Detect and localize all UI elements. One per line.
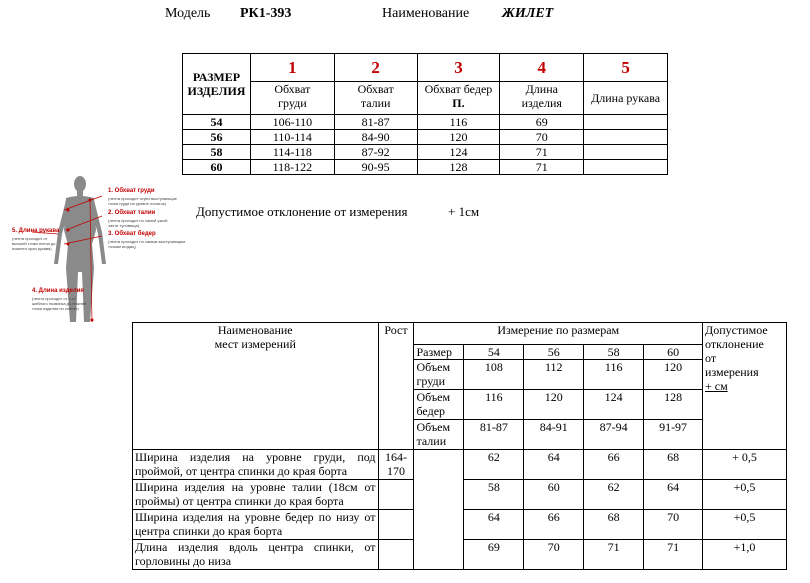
figure-note-length	[32, 296, 86, 311]
sub-row-value: 60	[644, 345, 703, 360]
sub-row-value: 116	[464, 390, 524, 420]
value-cell: 128	[417, 160, 500, 175]
empty-cell	[378, 480, 414, 510]
height-value: 164-170	[378, 450, 414, 480]
header-line: мест измерений	[214, 337, 296, 351]
value-cell: 124	[417, 145, 500, 160]
title-line: П.	[452, 96, 465, 110]
tolerance-value: +1,0	[703, 540, 787, 570]
size-row-header-line1: РАЗМЕР	[192, 70, 241, 84]
measure-name: Длина изделия вдоль центра спинки, от горловины до низа	[133, 540, 379, 570]
measure-value: 62	[464, 450, 524, 480]
column-title	[334, 82, 417, 115]
sub-row-value: 112	[524, 360, 584, 390]
measure-value: 70	[524, 540, 584, 570]
measure-value: 64	[464, 510, 524, 540]
empty-cell	[378, 510, 414, 540]
sub-row-label: Объем бедер	[414, 390, 464, 420]
tolerance-value: +0,5	[703, 480, 787, 510]
name-value: ЖИЛЕТ	[502, 6, 554, 21]
note-line: (лента проходит от 6-го	[32, 296, 76, 301]
sub-row-value: 120	[644, 360, 703, 390]
note-line: (лента проходит от	[12, 236, 48, 241]
value-cell	[584, 160, 668, 175]
figure-label-sleeve: 5. Длина рукава	[12, 228, 60, 234]
value-cell: 81-87	[334, 115, 417, 130]
note-line: шейного позвонка до нижней	[32, 301, 87, 306]
tolerance-note-text: Допустимое отклонение от измерения	[196, 204, 408, 219]
value-cell: 120	[417, 130, 500, 145]
figure-label-chest: 1. Обхват груди	[108, 188, 155, 194]
header-line: Наименование	[217, 323, 293, 337]
measure-value: 64	[524, 450, 584, 480]
header-line: от	[705, 351, 717, 365]
sub-row-label: Объем груди	[414, 360, 464, 390]
column-title	[584, 82, 668, 115]
column-title	[250, 82, 334, 115]
title-line: Обхват	[357, 82, 394, 96]
title-line: Обхват бедер	[424, 82, 493, 96]
model-label: Модель	[165, 6, 211, 21]
value-cell: 118-122	[250, 160, 334, 175]
measure-value: 66	[584, 450, 644, 480]
figure-note-chest	[108, 196, 177, 206]
note-line: (лента проходит через выступающие	[108, 196, 178, 201]
note-line: точки изделия по спинке)	[32, 306, 79, 311]
measure-value: 64	[644, 480, 703, 510]
sub-row-value: 81-87	[464, 420, 524, 450]
sub-row-label: Размер	[414, 345, 464, 360]
measure-name: Ширина изделия на уровне груди, под проймой, от центра спинки до края борта	[133, 450, 379, 480]
header-line: + см	[705, 379, 728, 393]
value-cell: 71	[500, 160, 584, 175]
figure-label-length: 4. Длина изделия	[32, 288, 84, 294]
figure-note-sleeve	[12, 236, 55, 251]
value-cell: 69	[500, 115, 584, 130]
figure-note-waist	[108, 218, 168, 228]
column-number: 5	[584, 54, 668, 82]
title-line: талии	[360, 96, 391, 110]
empty-cell	[378, 540, 414, 570]
figure-note-hips	[108, 239, 185, 249]
column-number: 2	[334, 54, 417, 82]
title-line: груди	[278, 96, 307, 110]
model-value: РК1-393	[240, 6, 292, 21]
sub-row-value: 84-91	[524, 420, 584, 450]
sub-row-value: 124	[584, 390, 644, 420]
value-cell: 84-90	[334, 130, 417, 145]
size-cell: 58	[183, 145, 251, 160]
measure-value: 60	[524, 480, 584, 510]
measure-value: 69	[464, 540, 524, 570]
note-line: (лента проходит по самой узкой	[108, 218, 168, 223]
sub-row-value: 108	[464, 360, 524, 390]
title-line: изделия	[521, 96, 562, 110]
value-cell	[584, 130, 668, 145]
value-cell: 71	[500, 145, 584, 160]
sub-row-label: Объем талии	[414, 420, 464, 450]
measure-value: 71	[644, 540, 703, 570]
col-header-sizes: Измерение по размерам	[414, 323, 703, 345]
sub-row-value: 58	[584, 345, 644, 360]
size-row-header-line2: ИЗДЕЛИЯ	[187, 84, 246, 98]
sub-row-value: 120	[524, 390, 584, 420]
size-row-header	[183, 54, 251, 115]
measure-value: 70	[644, 510, 703, 540]
value-cell: 106-110	[250, 115, 334, 130]
measure-table	[132, 322, 787, 570]
sub-row-value: 87-94	[584, 420, 644, 450]
column-number: 1	[250, 54, 334, 82]
sub-row-value: 56	[524, 345, 584, 360]
measure-value: 68	[644, 450, 703, 480]
col-header-tolerance	[703, 323, 787, 450]
size-cell: 60	[183, 160, 251, 175]
measure-value: 68	[584, 510, 644, 540]
value-cell	[584, 145, 668, 160]
value-cell: 114-118	[250, 145, 334, 160]
measure-value: 71	[584, 540, 644, 570]
column-number: 4	[500, 54, 584, 82]
col-header-name	[133, 323, 379, 450]
tolerance-value: +0,5	[703, 510, 787, 540]
measure-name: Ширина изделия на уровне талии (18см от проймы) от центра спинки до края борта	[133, 480, 379, 510]
note-line: (лента проходит по самым выступающим	[108, 239, 186, 244]
note-line: точки груди на уровне лопаток)	[108, 201, 166, 206]
column-number: 3	[417, 54, 500, 82]
value-cell	[584, 115, 668, 130]
empty-cell	[414, 450, 464, 570]
tolerance-value: + 0,5	[703, 450, 787, 480]
sub-row-value: 54	[464, 345, 524, 360]
value-cell: 87-92	[334, 145, 417, 160]
value-cell: 110-114	[250, 130, 334, 145]
note-line: части туловища)	[108, 223, 140, 228]
value-cell: 116	[417, 115, 500, 130]
sub-row-value: 116	[584, 360, 644, 390]
header-line: отклонение	[705, 337, 764, 351]
value-cell: 70	[500, 130, 584, 145]
measure-name: Ширина изделия на уровне бедер по низу от центра спинки до края борта	[133, 510, 379, 540]
title-line: Обхват	[274, 82, 311, 96]
name-label: Наименование	[382, 6, 470, 21]
note-line: высшей точки плеча до	[12, 241, 56, 246]
tolerance-note-value: + 1см	[448, 204, 480, 219]
column-title	[500, 82, 584, 115]
header-line: Допустимое	[705, 323, 768, 337]
value-cell: 90-95	[334, 160, 417, 175]
size-cell: 54	[183, 115, 251, 130]
note-line: нижнего края рукава)	[12, 246, 52, 251]
title-line: Длина	[525, 82, 558, 96]
title-line: Длина рукава	[591, 91, 661, 105]
figure-label-hips: 3. Обхват бедер	[108, 231, 156, 237]
measure-value: 62	[584, 480, 644, 510]
sub-row-value: 91-97	[644, 420, 703, 450]
header-line: измерения	[705, 365, 759, 379]
measure-value: 66	[524, 510, 584, 540]
size-cell: 56	[183, 130, 251, 145]
sub-row-value: 128	[644, 390, 703, 420]
measure-value: 58	[464, 480, 524, 510]
column-title	[417, 82, 500, 115]
figure-label-waist: 2. Обхват талии	[108, 210, 156, 216]
size-table	[182, 53, 668, 175]
col-header-height: Рост	[378, 323, 414, 450]
note-line: точкам ягодиц)	[108, 244, 136, 249]
